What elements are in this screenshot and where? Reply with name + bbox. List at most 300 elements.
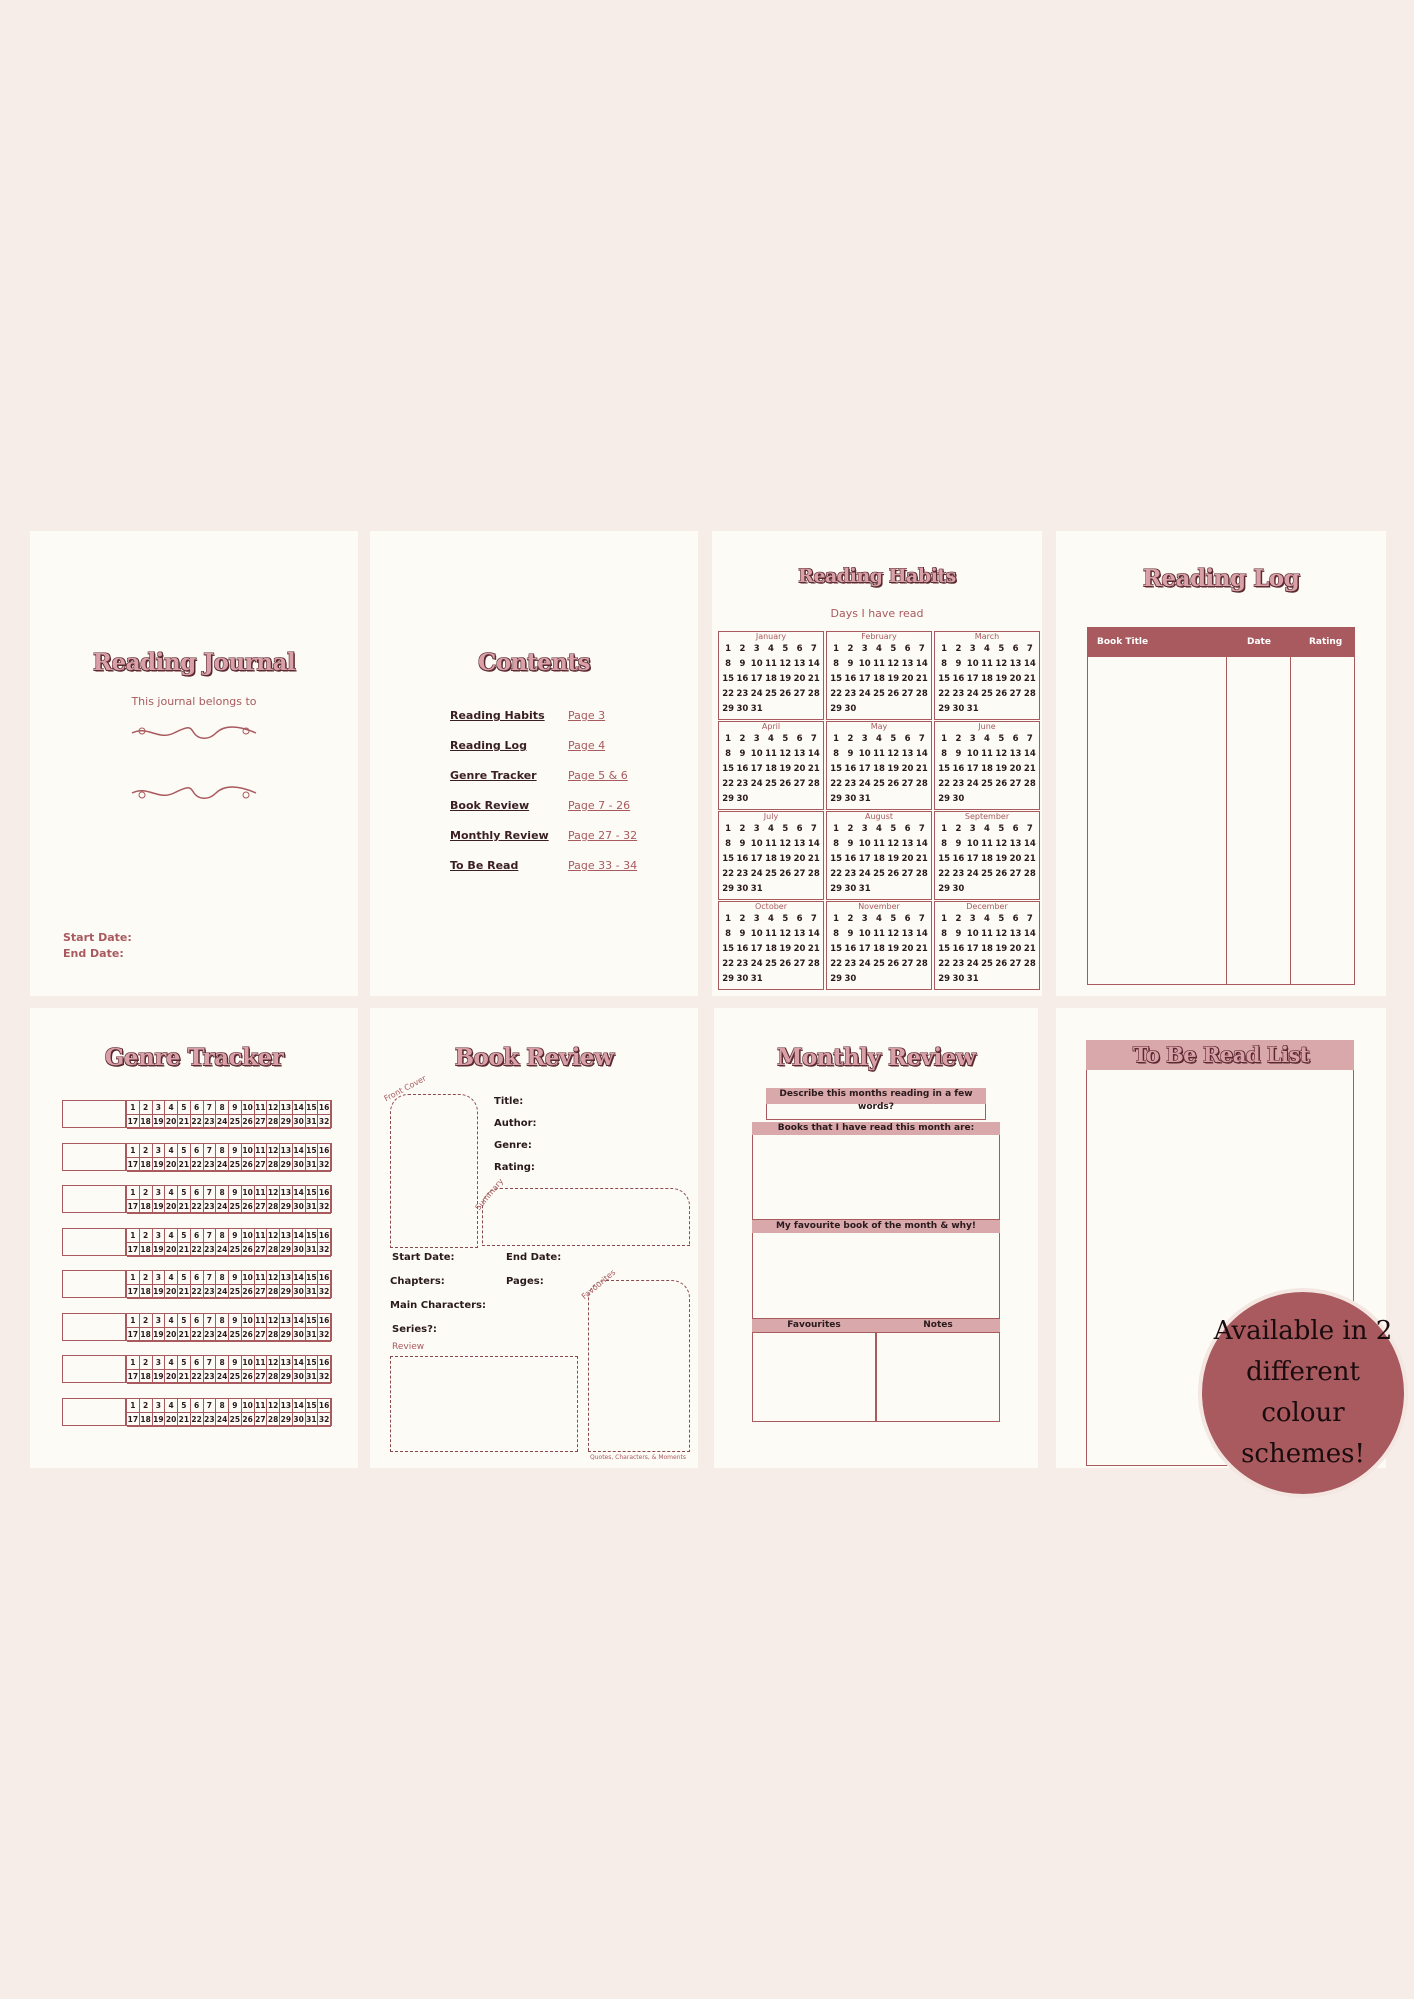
summary-box[interactable] [482,1188,690,1246]
day-cell[interactable]: 10 [966,839,979,849]
genre-number-cell[interactable]: 6 [191,1101,204,1115]
day-cell[interactable]: 8 [725,839,732,849]
day-cell[interactable]: 9 [739,749,746,759]
genre-name-box[interactable] [62,1143,126,1171]
day-cell[interactable]: 7 [918,644,925,654]
day-cell[interactable]: 10 [750,659,763,669]
day-cell[interactable]: 11 [873,839,885,849]
day-cell[interactable]: 16 [952,854,965,864]
day-cell[interactable]: 21 [915,854,928,864]
day-cell[interactable]: 5 [890,914,897,924]
genre-number-cell[interactable]: 20 [165,1115,178,1129]
day-cell[interactable]: 18 [981,854,993,864]
day-cell[interactable]: 9 [847,749,854,759]
genre-number-cell[interactable]: 1 [127,1271,140,1285]
genre-number-cell[interactable]: 17 [127,1413,140,1427]
genre-number-cell[interactable]: 23 [204,1158,217,1172]
genre-number-cell[interactable]: 8 [216,1356,229,1370]
day-cell[interactable]: 17 [966,674,979,684]
day-cell[interactable]: 8 [941,749,948,759]
day-cell[interactable]: 16 [952,944,965,954]
genre-number-cell[interactable]: 14 [293,1229,306,1243]
genre-number-cell[interactable]: 5 [178,1101,191,1115]
day-cell[interactable]: 11 [873,749,885,759]
day-cell[interactable]: 29 [830,794,843,804]
day-cell[interactable]: 25 [873,689,885,699]
describe-box[interactable] [766,1104,986,1120]
genre-number-cell[interactable]: 27 [255,1158,268,1172]
day-cell[interactable]: 21 [807,674,820,684]
day-cell[interactable]: 29 [938,884,951,894]
day-cell[interactable]: 3 [753,824,760,834]
genre-number-cell[interactable]: 8 [216,1314,229,1328]
day-cell[interactable]: 25 [765,959,777,969]
day-cell[interactable]: 6 [904,644,911,654]
genre-number-cell[interactable]: 31 [306,1285,319,1299]
genre-name-box[interactable] [62,1100,126,1128]
day-cell[interactable]: 20 [1009,764,1022,774]
day-cell[interactable]: 10 [858,839,871,849]
day-cell[interactable]: 9 [847,929,854,939]
genre-number-cell[interactable]: 29 [280,1158,293,1172]
day-cell[interactable]: 24 [750,869,763,879]
day-cell[interactable]: 19 [995,854,1008,864]
day-cell[interactable]: 1 [941,734,948,744]
genre-number-cell[interactable]: 3 [153,1101,166,1115]
genre-number-cell[interactable]: 17 [127,1243,140,1257]
day-cell[interactable]: 24 [750,959,763,969]
genre-number-cell[interactable]: 5 [178,1314,191,1328]
genre-number-cell[interactable]: 32 [318,1115,331,1129]
genre-number-cell[interactable]: 24 [216,1285,229,1299]
genre-number-cell[interactable]: 25 [229,1285,242,1299]
day-cell[interactable]: 10 [858,749,871,759]
genre-number-cell[interactable]: 32 [318,1370,331,1384]
genre-number-cell[interactable]: 13 [280,1314,293,1328]
genre-number-cell[interactable]: 29 [280,1370,293,1384]
genre-number-cell[interactable]: 2 [140,1144,153,1158]
day-cell[interactable]: 15 [722,674,735,684]
day-cell[interactable]: 11 [765,749,777,759]
genre-number-cell[interactable]: 4 [165,1356,178,1370]
day-cell[interactable]: 19 [779,854,792,864]
genre-number-cell[interactable]: 7 [204,1144,217,1158]
genre-number-cell[interactable]: 2 [140,1399,153,1413]
toc-row[interactable] [450,859,690,879]
day-cell[interactable]: 26 [887,959,900,969]
day-cell[interactable]: 26 [887,779,900,789]
genre-number-cell[interactable]: 9 [229,1399,242,1413]
day-cell[interactable]: 28 [807,689,820,699]
genre-number-cell[interactable]: 3 [153,1144,166,1158]
genre-number-cell[interactable]: 32 [318,1328,331,1342]
genre-number-cell[interactable]: 1 [127,1186,140,1200]
day-cell[interactable]: 1 [941,824,948,834]
day-cell[interactable]: 19 [887,854,900,864]
day-cell[interactable]: 13 [1009,929,1022,939]
genre-number-cell[interactable]: 4 [165,1399,178,1413]
day-cell[interactable]: 4 [768,644,774,654]
day-cell[interactable]: 29 [938,704,951,714]
genre-number-cell[interactable]: 9 [229,1229,242,1243]
day-cell[interactable]: 20 [901,764,914,774]
genre-number-cell[interactable]: 6 [191,1144,204,1158]
genre-number-cell[interactable]: 16 [318,1271,331,1285]
day-cell[interactable]: 21 [1023,764,1036,774]
day-cell[interactable]: 22 [722,959,735,969]
day-cell[interactable]: 29 [830,884,843,894]
genre-number-cell[interactable]: 5 [178,1271,191,1285]
genre-number-cell[interactable]: 32 [318,1413,331,1427]
day-cell[interactable]: 6 [904,824,911,834]
genre-number-cell[interactable]: 3 [153,1229,166,1243]
day-cell[interactable]: 27 [901,959,914,969]
day-cell[interactable]: 11 [765,659,777,669]
genre-number-cell[interactable]: 21 [178,1285,191,1299]
toc-row[interactable] [450,769,690,789]
genre-number-cell[interactable]: 27 [255,1200,268,1214]
genre-number-cell[interactable]: 4 [165,1314,178,1328]
genre-number-cell[interactable]: 12 [267,1399,280,1413]
genre-number-cell[interactable]: 20 [165,1158,178,1172]
genre-number-cell[interactable]: 5 [178,1356,191,1370]
genre-number-cell[interactable]: 7 [204,1101,217,1115]
day-cell[interactable]: 11 [981,929,993,939]
genre-number-cell[interactable]: 6 [191,1314,204,1328]
day-cell[interactable]: 24 [750,779,763,789]
day-cell[interactable]: 25 [765,779,777,789]
genre-number-cell[interactable]: 19 [153,1243,166,1257]
genre-number-cell[interactable]: 3 [153,1314,166,1328]
day-cell[interactable]: 10 [750,929,763,939]
day-cell[interactable]: 16 [844,854,857,864]
genre-number-cell[interactable]: 30 [293,1200,306,1214]
genre-number-cell[interactable]: 8 [216,1229,229,1243]
genre-number-cell[interactable]: 15 [306,1101,319,1115]
day-cell[interactable]: 19 [995,674,1008,684]
genre-number-cell[interactable]: 12 [267,1271,280,1285]
day-cell[interactable]: 1 [833,914,840,924]
day-cell[interactable]: 16 [736,674,749,684]
day-cell[interactable]: 21 [807,944,820,954]
genre-number-cell[interactable]: 31 [306,1200,319,1214]
day-cell[interactable]: 17 [858,764,871,774]
day-cell[interactable]: 2 [955,644,962,654]
day-cell[interactable]: 13 [901,839,914,849]
genre-number-cell[interactable]: 4 [165,1144,178,1158]
day-cell[interactable]: 20 [1009,944,1022,954]
day-cell[interactable]: 4 [768,734,774,744]
genre-number-cell[interactable]: 19 [153,1328,166,1342]
genre-number-cell[interactable]: 28 [267,1413,280,1427]
genre-number-cell[interactable]: 11 [255,1356,268,1370]
genre-name-box[interactable] [62,1355,126,1383]
day-cell[interactable]: 9 [955,749,962,759]
genre-number-cell[interactable]: 18 [140,1370,153,1384]
day-cell[interactable]: 16 [736,944,749,954]
day-cell[interactable]: 21 [915,764,928,774]
day-cell[interactable]: 1 [941,914,948,924]
genre-number-cell[interactable]: 13 [280,1144,293,1158]
day-cell[interactable]: 19 [995,944,1008,954]
day-cell[interactable]: 5 [998,914,1005,924]
day-cell[interactable]: 26 [779,869,792,879]
day-cell[interactable]: 22 [722,689,735,699]
day-cell[interactable]: 27 [793,869,806,879]
day-cell[interactable]: 25 [981,689,993,699]
day-cell[interactable]: 24 [858,959,871,969]
day-cell[interactable]: 5 [890,644,897,654]
day-cell[interactable]: 4 [984,734,990,744]
day-cell[interactable]: 10 [750,749,763,759]
day-cell[interactable]: 16 [952,764,965,774]
genre-number-cell[interactable]: 30 [293,1370,306,1384]
day-cell[interactable]: 14 [1023,749,1036,759]
day-cell[interactable]: 24 [858,779,871,789]
day-cell[interactable]: 15 [830,854,843,864]
genre-number-cell[interactable]: 22 [191,1328,204,1342]
day-cell[interactable]: 28 [1023,689,1036,699]
genre-number-cell[interactable]: 5 [178,1186,191,1200]
genre-number-cell[interactable]: 2 [140,1186,153,1200]
day-cell[interactable]: 20 [793,674,806,684]
day-cell[interactable]: 7 [918,824,925,834]
day-cell[interactable]: 3 [969,644,976,654]
day-cell[interactable]: 8 [941,929,948,939]
day-cell[interactable]: 27 [901,689,914,699]
genre-number-cell[interactable]: 6 [191,1229,204,1243]
genre-number-cell[interactable]: 21 [178,1370,191,1384]
genre-number-cell[interactable]: 21 [178,1413,191,1427]
genre-number-cell[interactable]: 13 [280,1399,293,1413]
genre-number-cell[interactable]: 10 [242,1399,255,1413]
day-cell[interactable]: 18 [873,854,885,864]
day-cell[interactable]: 17 [858,944,871,954]
genre-number-cell[interactable]: 10 [242,1229,255,1243]
day-cell[interactable]: 3 [969,824,976,834]
genre-number-cell[interactable]: 21 [178,1328,191,1342]
day-cell[interactable]: 27 [793,689,806,699]
genre-number-cell[interactable]: 14 [293,1314,306,1328]
day-cell[interactable]: 9 [739,659,746,669]
genre-number-cell[interactable]: 2 [140,1356,153,1370]
genre-number-cell[interactable]: 13 [280,1229,293,1243]
front-cover-box[interactable] [390,1094,478,1248]
day-cell[interactable]: 30 [952,794,965,804]
day-cell[interactable]: 21 [1023,674,1036,684]
day-cell[interactable]: 13 [793,929,806,939]
day-cell[interactable]: 3 [861,734,868,744]
day-cell[interactable]: 4 [876,824,882,834]
day-cell[interactable]: 4 [984,644,990,654]
genre-number-cell[interactable]: 10 [242,1144,255,1158]
genre-number-cell[interactable]: 26 [242,1370,255,1384]
day-cell[interactable]: 10 [858,929,871,939]
day-cell[interactable]: 7 [810,914,817,924]
genre-number-cell[interactable]: 2 [140,1101,153,1115]
day-cell[interactable]: 4 [876,734,882,744]
day-cell[interactable]: 20 [901,944,914,954]
day-cell[interactable]: 20 [901,674,914,684]
day-cell[interactable]: 19 [779,944,792,954]
day-cell[interactable]: 9 [955,839,962,849]
day-cell[interactable]: 1 [833,824,840,834]
genre-number-cell[interactable]: 9 [229,1144,242,1158]
day-cell[interactable]: 29 [938,794,951,804]
genre-number-cell[interactable]: 8 [216,1144,229,1158]
day-cell[interactable]: 9 [847,659,854,669]
genre-number-cell[interactable]: 9 [229,1356,242,1370]
genre-number-cell[interactable]: 9 [229,1186,242,1200]
genre-number-cell[interactable]: 7 [204,1356,217,1370]
day-cell[interactable]: 14 [915,839,928,849]
genre-number-cell[interactable]: 16 [318,1356,331,1370]
genre-number-cell[interactable]: 25 [229,1115,242,1129]
day-cell[interactable]: 26 [995,779,1008,789]
day-cell[interactable]: 23 [736,869,749,879]
day-cell[interactable]: 30 [844,794,857,804]
day-cell[interactable]: 23 [844,779,857,789]
day-cell[interactable]: 24 [858,869,871,879]
day-cell[interactable]: 8 [941,659,948,669]
genre-number-cell[interactable]: 9 [229,1101,242,1115]
day-cell[interactable]: 13 [901,929,914,939]
day-cell[interactable]: 22 [722,779,735,789]
day-cell[interactable]: 23 [736,959,749,969]
genre-number-cell[interactable]: 32 [318,1158,331,1172]
genre-number-cell[interactable]: 30 [293,1115,306,1129]
genre-number-cell[interactable]: 32 [318,1243,331,1257]
genre-number-cell[interactable]: 25 [229,1328,242,1342]
day-cell[interactable]: 17 [750,764,763,774]
day-cell[interactable]: 12 [779,659,792,669]
genre-number-cell[interactable]: 12 [267,1144,280,1158]
day-cell[interactable]: 31 [966,974,979,984]
day-cell[interactable]: 28 [915,779,928,789]
day-cell[interactable]: 6 [904,734,911,744]
day-cell[interactable]: 5 [998,824,1005,834]
genre-number-cell[interactable]: 29 [280,1243,293,1257]
day-cell[interactable]: 8 [725,929,732,939]
day-cell[interactable]: 16 [736,854,749,864]
genre-number-cell[interactable]: 22 [191,1115,204,1129]
day-cell[interactable]: 23 [952,869,965,879]
day-cell[interactable]: 4 [984,914,990,924]
day-cell[interactable]: 28 [807,959,820,969]
day-cell[interactable]: 21 [1023,944,1036,954]
genre-number-cell[interactable]: 22 [191,1158,204,1172]
genre-number-cell[interactable]: 22 [191,1200,204,1214]
genre-number-cell[interactable]: 27 [255,1370,268,1384]
genre-number-cell[interactable]: 31 [306,1243,319,1257]
day-cell[interactable]: 30 [952,704,965,714]
day-cell[interactable]: 12 [887,749,900,759]
genre-number-cell[interactable]: 29 [280,1328,293,1342]
day-cell[interactable]: 17 [966,944,979,954]
genre-number-cell[interactable]: 22 [191,1413,204,1427]
genre-number-cell[interactable]: 23 [204,1200,217,1214]
day-cell[interactable]: 1 [725,914,732,924]
day-cell[interactable]: 25 [765,689,777,699]
genre-number-cell[interactable]: 10 [242,1186,255,1200]
day-cell[interactable]: 23 [736,689,749,699]
genre-number-cell[interactable]: 24 [216,1243,229,1257]
day-cell[interactable]: 18 [981,764,993,774]
genre-number-cell[interactable]: 17 [127,1285,140,1299]
day-cell[interactable]: 13 [1009,839,1022,849]
day-cell[interactable]: 22 [938,869,951,879]
day-cell[interactable]: 19 [887,944,900,954]
genre-number-cell[interactable]: 8 [216,1271,229,1285]
day-cell[interactable]: 24 [966,689,979,699]
genre-number-cell[interactable]: 17 [127,1158,140,1172]
genre-number-cell[interactable]: 19 [153,1370,166,1384]
day-cell[interactable]: 24 [750,689,763,699]
genre-number-cell[interactable]: 1 [127,1229,140,1243]
genre-number-cell[interactable]: 18 [140,1115,153,1129]
day-cell[interactable]: 31 [858,884,871,894]
day-cell[interactable]: 29 [722,794,735,804]
day-cell[interactable]: 26 [779,959,792,969]
day-cell[interactable]: 7 [810,824,817,834]
day-cell[interactable]: 17 [966,764,979,774]
genre-number-cell[interactable]: 26 [242,1413,255,1427]
genre-number-cell[interactable]: 24 [216,1115,229,1129]
day-cell[interactable]: 28 [915,959,928,969]
day-cell[interactable]: 14 [915,659,928,669]
genre-number-cell[interactable]: 16 [318,1314,331,1328]
genre-number-cell[interactable]: 4 [165,1101,178,1115]
genre-number-cell[interactable]: 22 [191,1285,204,1299]
genre-number-cell[interactable]: 16 [318,1229,331,1243]
day-cell[interactable]: 25 [873,779,885,789]
genre-name-box[interactable] [62,1228,126,1256]
favourites-box[interactable] [588,1280,690,1452]
day-cell[interactable]: 16 [952,674,965,684]
genre-number-cell[interactable]: 13 [280,1356,293,1370]
genre-number-cell[interactable]: 10 [242,1101,255,1115]
day-cell[interactable]: 8 [941,839,948,849]
day-cell[interactable]: 7 [918,914,925,924]
genre-number-cell[interactable]: 18 [140,1243,153,1257]
day-cell[interactable]: 5 [998,644,1005,654]
day-cell[interactable]: 31 [750,884,763,894]
day-cell[interactable]: 2 [847,734,854,744]
genre-number-cell[interactable]: 25 [229,1413,242,1427]
day-cell[interactable]: 30 [952,974,965,984]
genre-number-cell[interactable]: 7 [204,1186,217,1200]
day-cell[interactable]: 9 [739,839,746,849]
day-cell[interactable]: 13 [793,659,806,669]
day-cell[interactable]: 30 [736,884,749,894]
day-cell[interactable]: 29 [722,974,735,984]
day-cell[interactable]: 26 [887,869,900,879]
day-cell[interactable]: 12 [779,839,792,849]
genre-number-cell[interactable]: 27 [255,1328,268,1342]
genre-number-cell[interactable]: 14 [293,1101,306,1115]
genre-number-cell[interactable]: 16 [318,1101,331,1115]
day-cell[interactable]: 15 [938,764,951,774]
genre-number-cell[interactable]: 29 [280,1115,293,1129]
day-cell[interactable]: 22 [830,959,843,969]
day-cell[interactable]: 20 [1009,854,1022,864]
day-cell[interactable]: 12 [887,839,900,849]
day-cell[interactable]: 3 [753,914,760,924]
day-cell[interactable]: 29 [830,974,843,984]
day-cell[interactable]: 11 [873,659,885,669]
genre-number-cell[interactable]: 14 [293,1271,306,1285]
genre-number-cell[interactable]: 15 [306,1271,319,1285]
